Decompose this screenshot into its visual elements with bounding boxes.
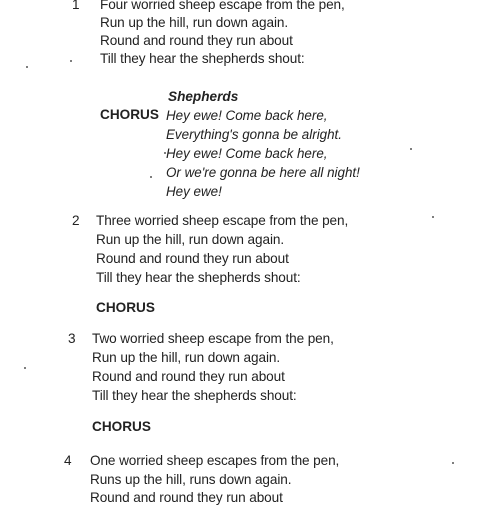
chorus-line-3: Hey ewe! Come back here, bbox=[166, 146, 328, 161]
verse-1-line-4: Till they hear the shepherds shout: bbox=[100, 51, 305, 66]
chorus-line-5: Hey ewe! bbox=[166, 184, 222, 199]
verse-1-line-1: Four worried sheep escape from the pen, bbox=[100, 0, 345, 12]
verse-4-line-1: One worried sheep escapes from the pen, bbox=[90, 453, 340, 468]
verse-2-number: 2 bbox=[72, 213, 80, 228]
scan-speck bbox=[70, 60, 72, 62]
verse-3-line-2: Run up the hill, run down again. bbox=[92, 350, 280, 365]
verse-3-line-4: Till they hear the shepherds shout: bbox=[92, 388, 297, 403]
scan-speck bbox=[26, 66, 28, 68]
chorus-line-4: Or we're gonna be here all night! bbox=[166, 165, 360, 180]
chorus-label: CHORUS bbox=[100, 107, 159, 122]
verse-2-line-4: Till they hear the shepherds shout: bbox=[96, 270, 301, 285]
chorus-ref-2: CHORUS bbox=[92, 419, 151, 434]
verse-3-number: 3 bbox=[68, 331, 76, 346]
scan-speck bbox=[164, 152, 166, 154]
scan-speck bbox=[452, 462, 454, 464]
verse-1-number: 1 bbox=[72, 0, 80, 12]
verse-2-line-2: Run up the hill, run down again. bbox=[96, 232, 284, 247]
verse-3-line-3: Round and round they run about bbox=[92, 369, 285, 384]
chorus-ref-1: CHORUS bbox=[96, 300, 155, 315]
verse-2-line-1: Three worried sheep escape from the pen, bbox=[96, 213, 349, 228]
verse-1-line-2: Run up the hill, run down again. bbox=[100, 15, 288, 30]
verse-1-line-3: Round and round they run about bbox=[100, 33, 293, 48]
chorus-line-1: Hey ewe! Come back here, bbox=[166, 108, 328, 123]
scan-speck bbox=[432, 216, 434, 218]
verse-4-line-2: Runs up the hill, runs down again. bbox=[90, 472, 292, 487]
scan-speck bbox=[150, 176, 152, 178]
chorus-line-2: Everything's gonna be alright. bbox=[166, 127, 343, 142]
verse-2-line-3: Round and round they run about bbox=[96, 251, 289, 266]
chorus-singer: Shepherds bbox=[168, 89, 239, 104]
scan-speck bbox=[24, 367, 26, 369]
verse-4-line-3: Round and round they run about bbox=[90, 490, 283, 505]
verse-3-line-1: Two worried sheep escape from the pen, bbox=[92, 331, 334, 346]
verse-4-number: 4 bbox=[64, 453, 72, 468]
scan-speck bbox=[410, 148, 412, 150]
